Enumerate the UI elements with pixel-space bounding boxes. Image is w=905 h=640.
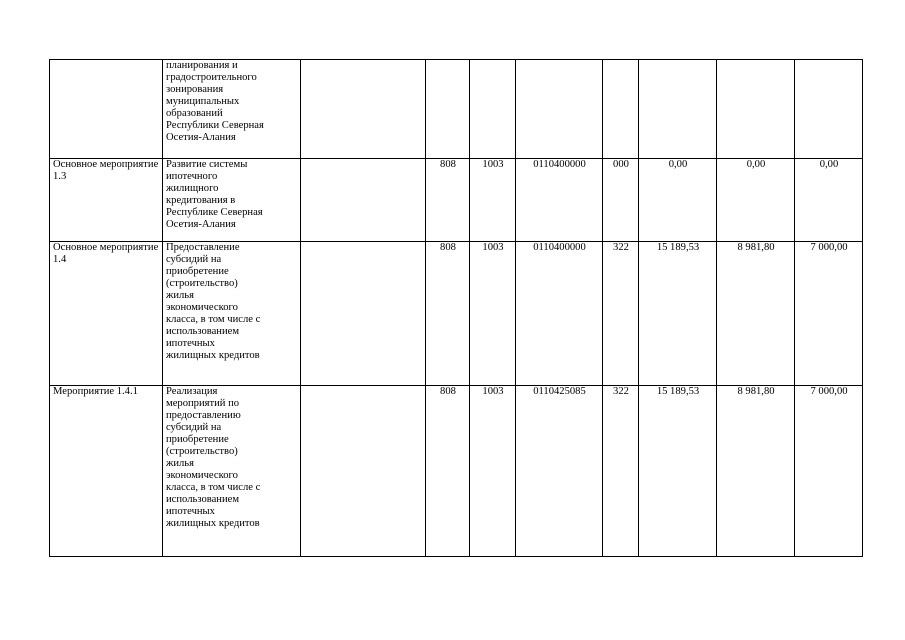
table-row <box>50 386 863 557</box>
cell-grbs: 808 <box>426 159 470 242</box>
cell-name <box>50 60 163 159</box>
cell-year2 <box>717 60 795 159</box>
cell-csr: 0110400000 <box>516 242 603 386</box>
cell-year3: 7 000,00 <box>795 242 863 386</box>
cell-name: Основное мероприятие 1.3 <box>50 159 163 242</box>
cell-year1 <box>639 60 717 159</box>
cell-executor <box>301 60 426 159</box>
cell-csr: 0110400000 <box>516 159 603 242</box>
cell-year2: 0,00 <box>717 159 795 242</box>
cell-vr <box>603 60 639 159</box>
cell-year1: 15 189,53 <box>639 242 717 386</box>
cell-executor <box>301 159 426 242</box>
cell-grbs: 808 <box>426 242 470 386</box>
cell-vr: 322 <box>603 242 639 386</box>
cell-vr: 322 <box>603 386 639 557</box>
cell-year1: 15 189,53 <box>639 386 717 557</box>
cell-year1: 0,00 <box>639 159 717 242</box>
cell-grbs <box>426 60 470 159</box>
cell-rzpr <box>470 60 516 159</box>
cell-year2: 8 981,80 <box>717 386 795 557</box>
cell-executor <box>301 242 426 386</box>
cell-rzpr: 1003 <box>470 159 516 242</box>
cell-rzpr: 1003 <box>470 242 516 386</box>
cell-csr: 0110425085 <box>516 386 603 557</box>
cell-year2: 8 981,80 <box>717 242 795 386</box>
cell-rzpr: 1003 <box>470 386 516 557</box>
cell-year3: 7 000,00 <box>795 386 863 557</box>
budget-table <box>49 59 863 557</box>
cell-csr <box>516 60 603 159</box>
cell-name: Основное мероприятие 1.4 <box>50 242 163 386</box>
cell-description: Реализация мероприятий по предоставлению субсидий на приобретение (строительство) жилья экономического класса, в том числе с использованием ипотечных жилищных кредитов <box>163 386 301 557</box>
cell-grbs: 808 <box>426 386 470 557</box>
cell-description: Развитие системы ипотечного жилищного кредитования в Республике Северная Осетия-Алания <box>163 159 301 242</box>
cell-year3: 0,00 <box>795 159 863 242</box>
table-row <box>50 242 863 386</box>
table-row <box>50 159 863 242</box>
cell-description: Предоставление субсидий на приобретение (строительство) жилья экономического класса, в том числе с использованием ипотечных жилищных кредитов <box>163 242 301 386</box>
cell-vr: 000 <box>603 159 639 242</box>
table-row <box>50 60 863 159</box>
cell-executor <box>301 386 426 557</box>
cell-name: Мероприятие 1.4.1 <box>50 386 163 557</box>
cell-year3 <box>795 60 863 159</box>
cell-description: планирования и градостроительного зонирования муниципальных образований Республики Северная Осетия-Алания <box>163 60 301 159</box>
